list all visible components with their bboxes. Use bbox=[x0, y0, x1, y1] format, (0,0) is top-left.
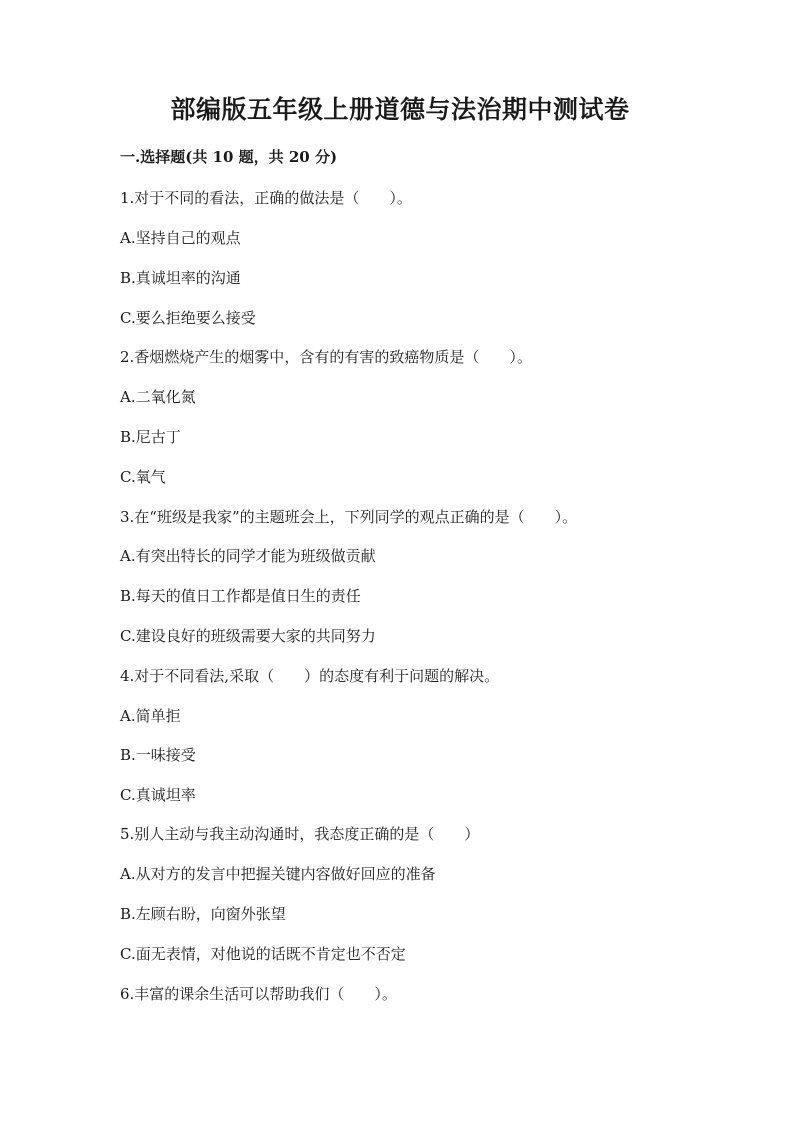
question-stem: 3.在“班级是我家”的主题班会上，下列同学的观点正确的是（ ）。 bbox=[120, 508, 578, 526]
answer-option: C.面无表情，对他说的话既不肯定也不否定 bbox=[120, 945, 406, 963]
answer-option: A.坚持自己的观点 bbox=[120, 229, 241, 247]
answer-option: C.建设良好的班级需要大家的共同努力 bbox=[120, 627, 376, 645]
question-stem: 6.丰富的课余生活可以帮助我们（ ）。 bbox=[120, 985, 397, 1003]
section-heading: 一.选择题(共 10 题，共 20 分) bbox=[120, 148, 338, 166]
question-stem: 2.香烟燃烧产生的烟雾中，含有的有害的致癌物质是（ ）。 bbox=[120, 348, 532, 366]
answer-option: A.从对方的发言中把握关键内容做好回应的准备 bbox=[120, 865, 436, 883]
answer-option: B.左顾右盼，向窗外张望 bbox=[120, 905, 286, 923]
answer-option: B.尼古丁 bbox=[120, 428, 181, 446]
answer-option: B.一味接受 bbox=[120, 746, 196, 764]
answer-option: A.简单拒 bbox=[120, 707, 181, 725]
answer-option: B.真诚坦率的沟通 bbox=[120, 269, 241, 287]
answer-option: B.每天的值日工作都是值日生的责任 bbox=[120, 587, 361, 605]
question-stem: 4.对于不同看法,采取（ ）的态度有利于问题的解决。 bbox=[120, 667, 500, 685]
answer-option: C.真诚坦率 bbox=[120, 786, 196, 804]
answer-option: A.二氧化氮 bbox=[120, 388, 196, 406]
answer-option: C.要么拒绝要么接受 bbox=[120, 309, 256, 327]
answer-option: A.有突出特长的同学才能为班级做贡献 bbox=[120, 547, 376, 565]
question-stem: 1.对于不同的看法，正确的做法是（ ）。 bbox=[120, 189, 412, 207]
page-title: 部编版五年级上册道德与法治期中测试卷 bbox=[170, 95, 630, 124]
answer-option: C.氧气 bbox=[120, 468, 166, 486]
question-stem: 5.别人主动与我主动沟通时，我态度正确的是（ ） bbox=[120, 825, 480, 843]
